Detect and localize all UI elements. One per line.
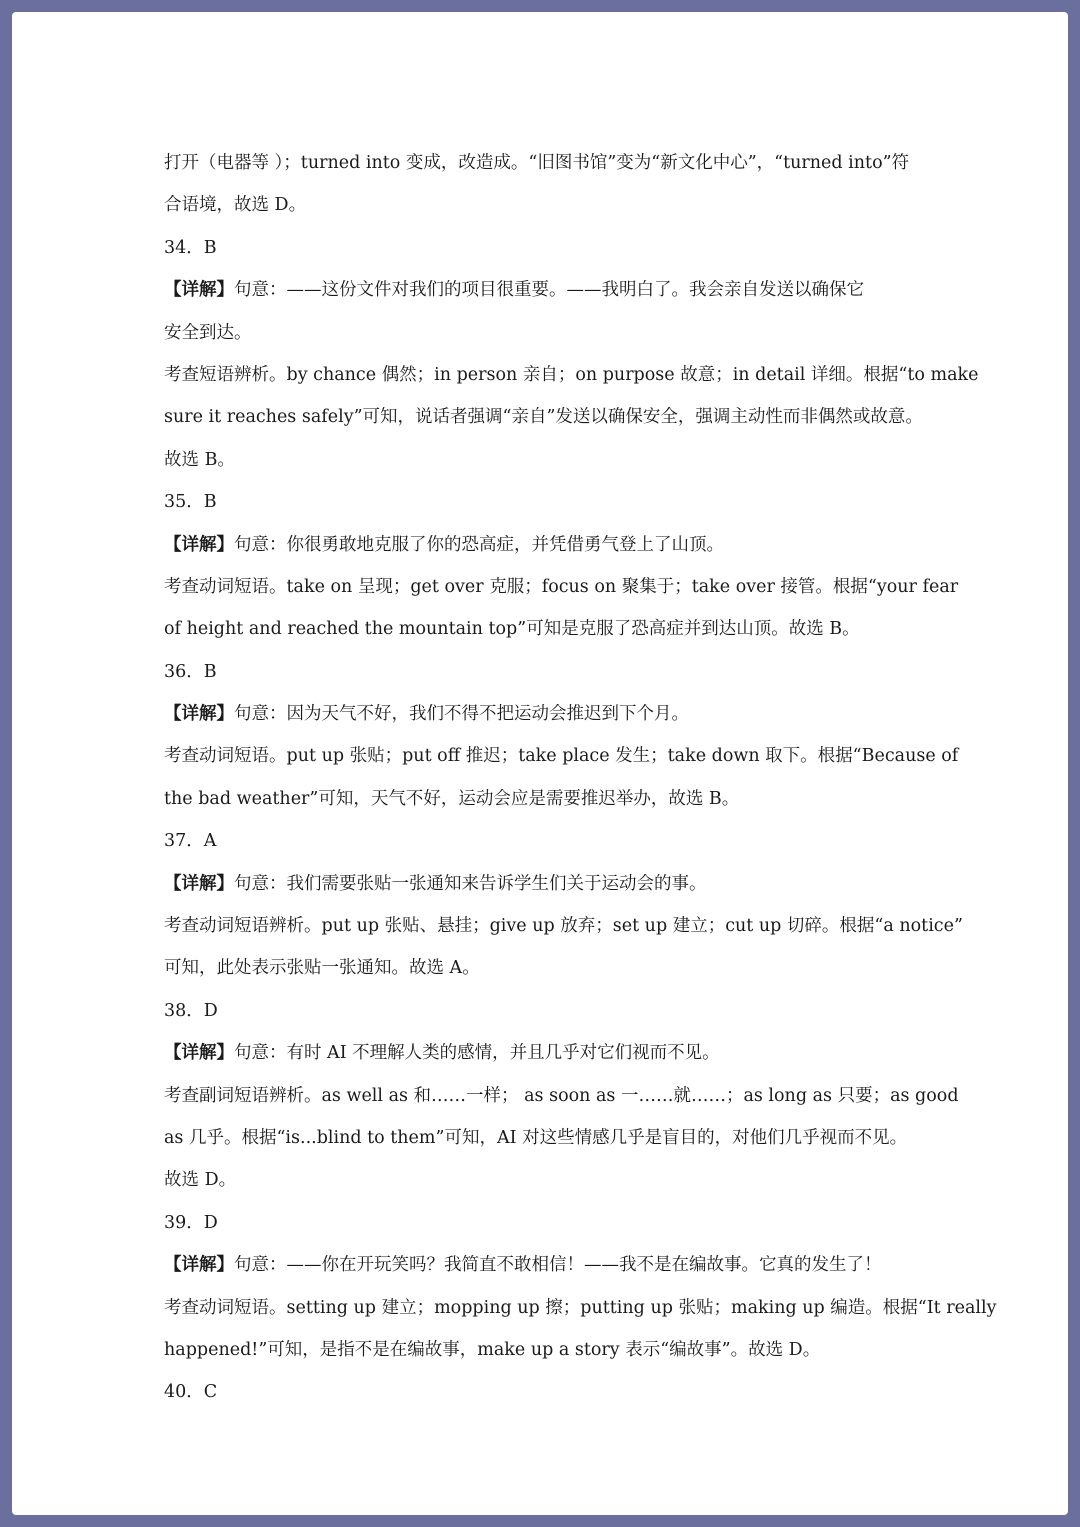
line-text: 35．B (164, 492, 217, 513)
explanation-tag: 【详解】 (164, 873, 234, 894)
line-text: 故选 B。 (164, 449, 235, 470)
text-line (164, 608, 924, 650)
line-text: 40．C (164, 1382, 218, 1403)
line-text: 36．B (164, 661, 217, 682)
text-line (164, 905, 963, 947)
text-line (164, 1371, 924, 1413)
text-line (164, 651, 924, 693)
text-line (164, 863, 924, 905)
line-text: 考查动词短语。put up 张贴；put off 推迟；take place 发生；take down 取下。根据“Because of (164, 746, 959, 767)
text-line (164, 142, 924, 184)
line-text: 安全到达。 (164, 322, 252, 343)
line-text: 句意：——这份文件对我们的项目很重要。——我明白了。我会亲自发送以确保它 (234, 280, 864, 301)
line-text: of height and reached the mountain top”可知是克服了恐高症并到达山顶。故选 B。 (164, 619, 860, 640)
text-line (164, 1287, 997, 1329)
text-line (164, 269, 924, 311)
line-text: 34．B (164, 237, 217, 258)
text-line (164, 481, 924, 523)
line-text: 故选 D。 (164, 1170, 237, 1191)
line-text: 可知，此处表示张贴一张通知。故选 A。 (164, 958, 480, 979)
line-text: happened!”可知，是指不是在编故事，make up a story 表示“编故事”。故选 D。 (164, 1339, 821, 1360)
explanation-tag: 【详解】 (164, 280, 234, 301)
text-line (164, 1329, 924, 1371)
line-text: 37．A (164, 831, 217, 852)
document-page (12, 12, 1068, 1515)
text-line (164, 1075, 959, 1117)
text-line (164, 735, 959, 777)
answer-explanations (164, 142, 997, 1414)
text-line (164, 778, 924, 820)
text-line (164, 693, 924, 735)
text-line (164, 354, 979, 396)
line-text: 38．D (164, 1000, 218, 1021)
line-text: 句意：我们需要张贴一张通知来告诉学生们关于运动会的事。 (234, 873, 707, 894)
text-line (164, 1117, 924, 1159)
text-line (164, 312, 924, 354)
text-line (164, 439, 924, 481)
line-text: 39．D (164, 1212, 218, 1233)
text-line (164, 990, 924, 1032)
line-text: sure it reaches safely”可知，说话者强调“亲自”发送以确保安全，强调主动性而非偶然或故意。 (164, 407, 923, 428)
explanation-tag: 【详解】 (164, 1255, 234, 1276)
line-text: as 几乎。根据“is...blind to them”可知，AI 对这些情感几乎是盲目的，对他们几乎视而不见。 (164, 1127, 908, 1148)
text-line (164, 820, 924, 862)
line-text: 考查动词短语。take on 呈现；get over 克服；focus on 聚集于；take over 接管。根据“your fear (164, 576, 959, 597)
text-line (164, 566, 959, 608)
text-line (164, 396, 924, 438)
text-line (164, 184, 924, 226)
explanation-tag: 【详解】 (164, 704, 234, 725)
line-text: the bad weather”可知，天气不好，运动会应是需要推迟举办，故选 B。 (164, 788, 740, 809)
line-text: 句意：——你在开玩笑吗？我简直不敢相信！——我不是在编故事。它真的发生了！ (234, 1255, 882, 1276)
text-line (164, 1244, 924, 1286)
text-line (164, 1159, 924, 1201)
line-text: 句意：因为天气不好，我们不得不把运动会推迟到下个月。 (234, 704, 689, 725)
text-line (164, 1202, 924, 1244)
line-text: 考查动词短语。setting up 建立；mopping up 擦；putting up 张贴；making up 编造。根据“It really (164, 1297, 997, 1318)
text-line (164, 524, 924, 566)
line-text: 考查副词短语辨析。as well as 和……一样； as soon as 一……就……；as long as 只要；as good (164, 1085, 959, 1106)
text-line (164, 1032, 924, 1074)
text-line (164, 947, 924, 989)
line-text: 合语境，故选 D。 (164, 195, 307, 216)
line-text: 句意：有时 AI 不理解人类的感情，并且几乎对它们视而不见。 (234, 1043, 720, 1064)
line-text: 句意：你很勇敢地克服了你的恐高症，并凭借勇气登上了山顶。 (234, 534, 724, 555)
explanation-tag: 【详解】 (164, 1043, 234, 1064)
text-line (164, 227, 924, 269)
line-text: 考查动词短语辨析。put up 张贴、悬挂；give up 放弃；set up 建立；cut up 切碎。根据“a notice” (164, 916, 963, 937)
explanation-tag: 【详解】 (164, 534, 234, 555)
line-text: 考查短语辨析。by chance 偶然；in person 亲自；on purpose 故意；in detail 详细。根据“to make (164, 364, 979, 385)
line-text: 打开（电器等 ）；turned into 变成，改造成。“旧图书馆”变为“新文化中心”，“turned into”符 (164, 153, 910, 173)
